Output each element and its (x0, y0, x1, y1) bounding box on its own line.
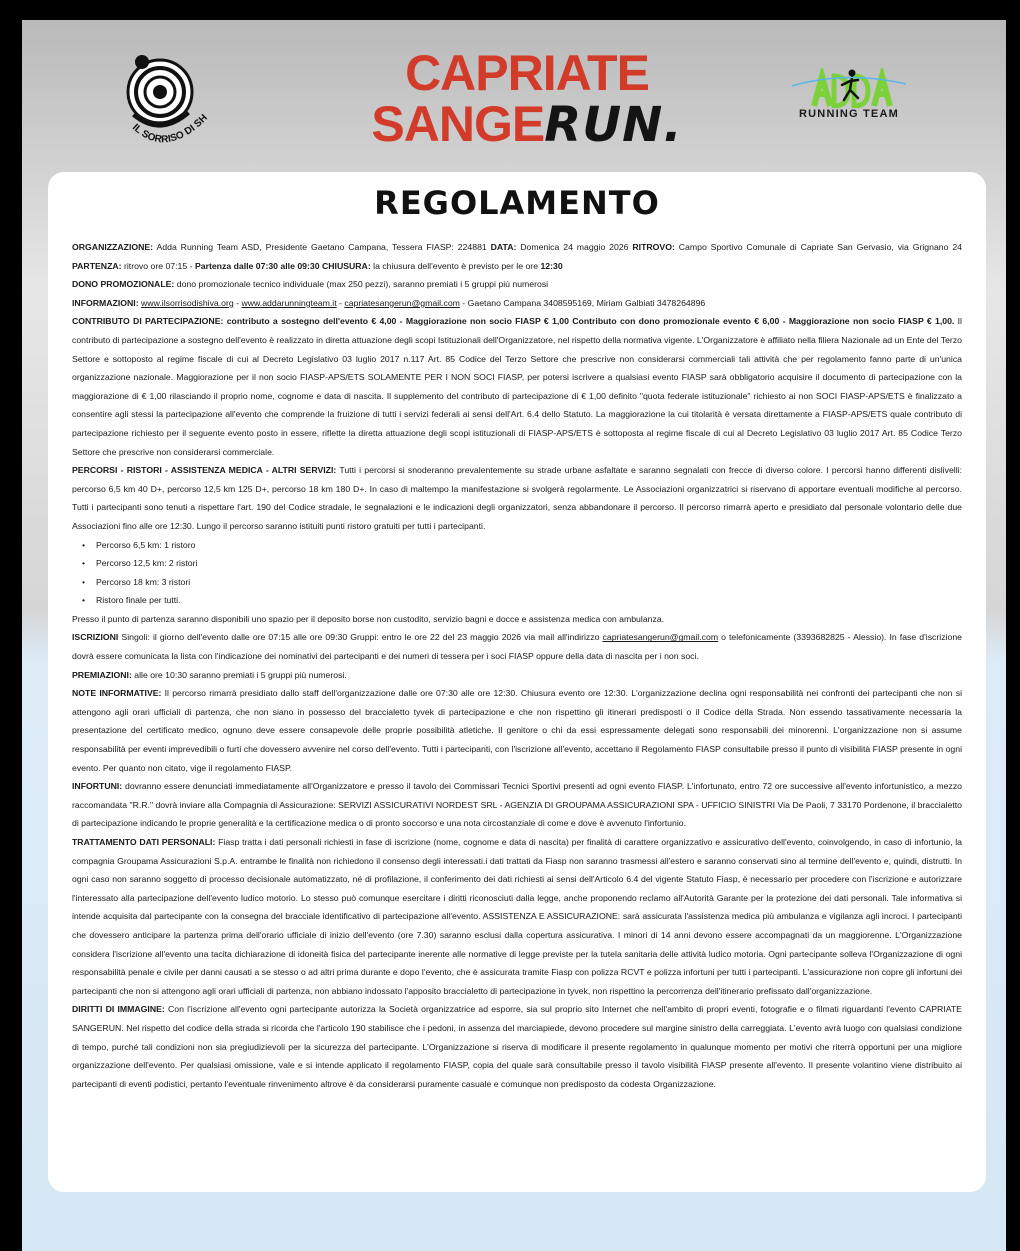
sorriso-logo-text: IL SORRISO DI SH (130, 112, 210, 146)
informazioni-paragraph: INFORMAZIONI: www.ilsorrisodishiva.org - www.addarunningteam.it - capriatesangerun@gmail.com - Gaetano Campana 3408595169, Miriam Galbiati 3478264896 (72, 297, 706, 308)
regulation-card (48, 172, 986, 1192)
immagine-paragraph: DIRITTI DI IMMAGINE: Con l'iscrizione all'evento ogni partecipante autorizza la Società organizzatrice ad esporre, sia sul proprio sito Internet che nell'ambito di propri eventi, fotografie e o filmati riguardanti l'evento CAPRIATE SANGERUN. Nel rispetto del codice della strada si ricorda che l'articolo 190 stabilisce che i pedoni, in assenza del marciapiede, devono procedere sul margine sinistro della carreggiata. L'evento avrà luogo con qualsiasi condizione di tempo, purché tali condizioni non sia pregiudizievoli per la sicurezza del partecipante. L'Organizzazione si riserva di modificare il presente regolamento in qualunque momento per motivi che riterrà opportuni per una migliore organizzazione dell'evento. Per qualsiasi omissione, vale e si intende applicato il regolamento FIASP, copia del quale sarà consultabile presso il tavolo visibilità FIASP presente all'evento. Il presente volantino viene distribuito ai partecipanti di eventi podistici, pertanto l'eventuale rinvenimento altrove è da considerarsi puramente casuale e comunque non predisposto da codesta Organizzazione. (72, 1004, 962, 1089)
poster (22, 20, 1006, 1251)
list-item: • Percorso 18 km: 3 ristori (96, 573, 962, 592)
infortuni-paragraph: INFORTUNI: dovranno essere denunciati immediatamente all'Organizzatore e presso il tavolo dei Commissari Tecnici Sportivi presenti ad ogni evento FIASP. L'infortunato, entro 72 ore successive all'evento infortunistico, a mezzo raccomandata "R.R." dovrà inviare alla Compagnia di Assicurazione: SERVIZI ASSICURATIVI NORDEST SRL - AGENZIA DI GROUPAMA ASSICURAZIONI SPA - UFFICIO SINISTRI Via De Paoli, 7 33170 Pordenone, il braccialetto di partecipazione indicando le proprie generalità e la certificazione medica o di pronto soccorso e una nota circostanziale di come e dove è avvenuto l'infortunio. (72, 781, 962, 829)
note-paragraph: NOTE INFORMATIVE: Il percorso rimarrà presidiato dallo staff dell'organizzazione dalle ore 07:30 alle ore 12:30. Chiusura evento ore 12:30. L'organizzazione declina ogni responsabilità nei confronti dei partecipanti che non si attengono agli orari ufficiali di partenza, che non siano in possesso del braccialetto tyvek di partecipazione e che non rispettino gli itinerari predisposti o il Codice della Strada. Non essendo tassativamente necessaria la presentazione del certificato medico, ognuno deve essere consapevole delle proprie possibilità atletiche. Il genitore o chi da essi espressamente delegati sono responsabili dei minorenni. L'organizzazione non si assume responsabilità per eventi imprevedibili o furti che dovessero avvenire nel corso dell'evento. Tutti i partecipanti, con l'iscrizione all'evento, accettano il Regolamento FIASP consultabile presso il punto di visibilità FIASP presente in ogni evento. Per quanto non citato, vige il regolamento FIASP. (72, 688, 962, 773)
website-link-adda[interactable]: www.addarunningteam.it (241, 297, 337, 308)
list-item: • Ristoro finale per tutti. (96, 591, 962, 610)
list-item: • Percorso 6,5 km: 1 ristoro (96, 536, 962, 555)
sorriso-di-shiva-logo (126, 48, 214, 160)
ristori-list (72, 536, 962, 610)
organizzazione-paragraph: ORGANIZZAZIONE: Adda Running Team ASD, Presidente Gaetano Campana, Tessera FIASP: 224881 DATA: Domenica 24 maggio 2026 RITROVO: Campo Sportivo Comunale di Capriate San Gervasio, via Grignano 24 PARTENZA: ritrovo ore 07:15 - Partenza dalle 07:30 alle 09:30 CHIUSURA: la chiusura dell'evento è previsto per le ore 12:30 (72, 242, 962, 271)
percorsi-paragraph: PERCORSI - RISTORI - ASSISTENZA MEDICA - ALTRI SERVIZI: Tutti i percorsi si snoderanno prevalentemente su strade urbane asfaltate e saranno segnalati con frecce di diverso colore. I percorsi hanno differenti dislivelli: percorso 6,5 km 40 D+, percorso 12,5 km 125 D+, percorso 18 km 180 D+. In caso di maltempo la manifestazione si svolgerà regolarmente. Le Associazioni organizzatrici si riservano di apportare eventuali modifiche al percorso. Tutti i partecipanti sono tenuti a rispettare l'art. 190 del Codice stradale, le segnalazioni e le indicazioni degli organizzatori, senza abbandonare il percorso. Il percorso rimarrà aperto e presidiato dal personale volontario delle due Associazioni fino alle ore 12:30. Lungo il percorso saranno istituiti punti ristoro gratuiti per tutti i partecipanti. (72, 465, 962, 531)
title-run: RUN. (544, 97, 683, 153)
list-item: • Percorso 12,5 km: 2 ristori (96, 554, 962, 573)
adda-running-team-logo (786, 68, 912, 128)
website-link-sorriso[interactable]: www.ilsorrisodishiva.org (141, 297, 234, 308)
running-team-text: RUNNING TEAM (799, 108, 899, 120)
contributo-paragraph: CONTRIBUTO DI PARTECIPAZIONE: contributo a sostegno dell'evento € 4,00 - Maggiorazione non socio FIASP € 1,00 Contributo con dono promozionale evento € 6,00 - Maggiorazione non socio FIASP € 1,00. Il contributo di partecipazione a sostegno dell'evento è realizzato in diretta attuazione degli scopi Istituzionali dell'Organizzatore, nel rispetto della normativa vigente. L'Organizzatore è affiliato nella filiera Nazionale ad un Ente del Terzo Settore e sottoposto al regime fiscale di cui al Decreto Legislativo 03 luglio 2017 n.117 Art. 85 Codice del Terzo Settore che prescrive non considerarsi commerciali tali attività che per regolamento fanno parte di un'unica organizzazione nazionale. Maggiorazione per il non socio FIASP-APS/ETS SOLAMENTE PER I NON SOCI FIASP, per potersi iscrivere a qualsiasi evento FIASP sarà obbligatorio acquisire il documento di partecipazione con la maggiorazione di € 1,00 rilasciando il proprio nome, cognome e data di nascita. Il supplemento del contributo di partecipazione di € 1,00 definito "quota federale istituzionale" richiesto ai non SOCI FIASP-APS/ETS è finalizzato a consentire agli stessi la partecipazione all'evento che comprende la fruizione di tutti i servizi federali ai sensi dell'Art. 6.4 dello Statuto. La maggiorazione la cui titolarità è versata direttamente a FIASP-APS/ETS quale contributo di partecipazione richiesto per il seguente evento posto in essere, riflette la diretta attuazione degli scopi istituzionali di FIASP-APS/ETS è sottoposta al regime fiscale di cui al Decreto Legislativo 03 luglio 2017 Art. 85 Codice Terzo Settore che prescrive non considerarsi commerciale. (72, 316, 962, 457)
email-link[interactable]: capriatesangerun@gmail.com (344, 297, 460, 308)
iscrizioni-email-link[interactable]: capriatesangerun@gmail.com (602, 632, 719, 643)
servizi-paragraph: Presso il punto di partenza saranno disponibili uno spazio per il deposito borse non custodito, servizio bagni e docce e assistenza medica con ambulanza. (72, 613, 665, 624)
privacy-paragraph: TRATTAMENTO DATI PERSONALI: Fiasp tratta i dati personali richiesti in fase di iscrizione (nome, cognome e data di nascita) per finalità di carattere organizzativo e assicurativo dell'evento, coinvolgendo, in caso di infortunio, la compagnia Groupama Assicurazioni S.p.A. entrambe le finalità non richiedono il consenso degli interessati.i dati trattati da Fiasp non saranno trasmessi all'estero e saranno conservati sino al termine dell'evento e, quindi, distrutti. In ogni caso non saranno soggetto di processo decisionale automatizzato, né di profilazione, il conferimento dei dati richiesti ai sensi dell'Articolo 6.4 del vigente Statuto Fiasp, è necessario per procedere con l'iscrizione e autorizzare l'interessato alla partecipazione dell'evento ludico motorio. Lo stesso può comunque esercitare i diritti riconosciuti dalla legge, anche proponendo reclamo all'Autorità Garante per la protezione dei dati personali. Tale informativa si intende acquisita dal partecipante con la consegna del bracciale identificativo di partecipazione all'evento. ASSISTENZA E ASSICURAZIONE: sarà assicurata l'assistenza medica più ambulanza e vigilanza agli incroci. I partecipanti che dovessero anticipare la partenza prima dell'orario ufficiale di inizio dell'evento (ore 7.30) saranno esclusi dalla copertura assicurativa. I minori di 14 anni devono essere accompagnati da un maggiorenne. L'Organizzazione considera l'iscrizione all'evento una tacita dichiarazione di idoneità fisica del partecipante inerente alle normative di legge previste per la tutela sanitaria delle attività ludico motoria. Ogni partecipante solleva l'Organizzazione di ogni responsabilità penale e civile per danni causati a se stesso o ad altri prima durante e dopo l'evento, che è assicurata tramite Fiasp con polizza RCVT e polizza infortuni per tutti i partecipanti. L'assicurazione non copre gli infortuni dei partecipanti che non si attengono agli orari ufficiali di partenza, non abbiano indossato l'apposito braccialetto di partecipazione in tyvek, non rispettino la percorrenza dell'itinerario prefissato dall'organizzazione. (72, 837, 963, 996)
adda-logo-mark: ADDA (806, 96, 809, 97)
title-line-2 (322, 98, 732, 151)
dono-paragraph: DONO PROMOZIONALE: dono promozionale tecnico individuale (max 250 pezzi), saranno premiati i 5 gruppi più numerosi (72, 279, 549, 290)
sorriso-di-shiva-logo-icon (126, 48, 214, 160)
title-line-1: CAPRIATE (405, 45, 649, 101)
event-title (322, 45, 732, 153)
adda-runner-icon (786, 68, 912, 108)
iscrizioni-paragraph: ISCRIZIONI Singoli: il giorno dell'evento dalle ore 07:15 alle ore 09:30 Gruppi: entro le ore 22 del 23 maggio 2026 via mail all'indirizzo capriatesangerun@gmail.com o telefonicamente (3393682825 - Alessio). In fase d'iscrizione dovrà essere comunicata la lista con l'indicazione dei nominativi dei partecipanti e dei numeri di tessera per i soci FIASP oppure della data di nascita per i non soci. (72, 632, 962, 662)
regolamento-heading: REGOLAMENTO (374, 184, 660, 222)
title-sange: SANGE (371, 96, 545, 152)
premiazioni-paragraph: PREMIAZIONI: alle ore 10:30 saranno premiati i 5 gruppi più numerosi. (72, 669, 347, 680)
regulation-body (72, 238, 962, 1093)
